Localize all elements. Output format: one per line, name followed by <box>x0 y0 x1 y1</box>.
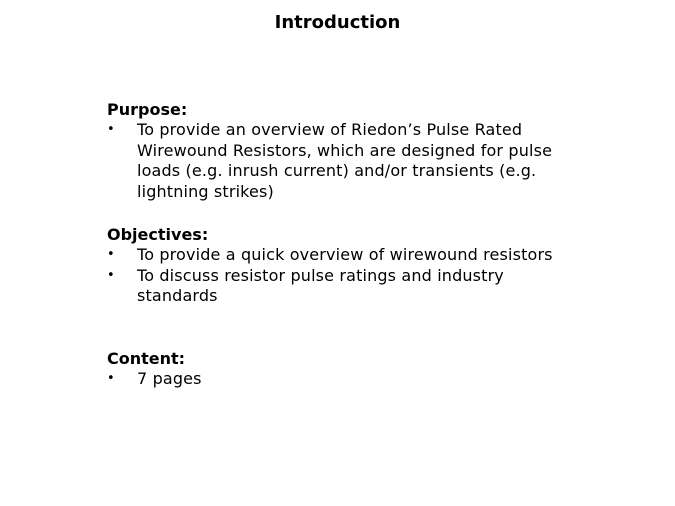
section-heading: Purpose: <box>107 100 188 119</box>
bullet-text: To discuss resistor pulse ratings and industry standards <box>137 265 504 305</box>
bullet-item <box>107 266 567 307</box>
bullet-item <box>107 369 567 390</box>
purpose-section <box>107 99 567 202</box>
objectives-section <box>107 224 567 307</box>
bullet-text: To provide a quick overview of wirewound resistors <box>137 245 553 264</box>
bullet-marker: • <box>107 267 115 283</box>
section-heading: Content: <box>107 349 186 368</box>
bullet-list <box>107 245 567 307</box>
content-section <box>107 348 567 390</box>
bullet-item <box>107 120 567 202</box>
bullet-item <box>107 245 567 266</box>
bullet-marker: • <box>107 371 115 386</box>
bullet-text: To provide an overview of Riedon’s Pulse Rated Wirewound Resistors, which are designed for pulse loads (e.g. inrush current) and/or transients (e.g. lightning strikes) <box>137 120 553 201</box>
bullet-list <box>107 120 567 202</box>
slide-title: Introduction <box>274 12 401 33</box>
bullet-marker: • <box>107 247 115 262</box>
bullet-list <box>107 369 567 390</box>
bullet-marker: • <box>107 122 115 137</box>
section-heading: Objectives: <box>107 225 209 244</box>
bullet-text: 7 pages <box>137 369 202 388</box>
